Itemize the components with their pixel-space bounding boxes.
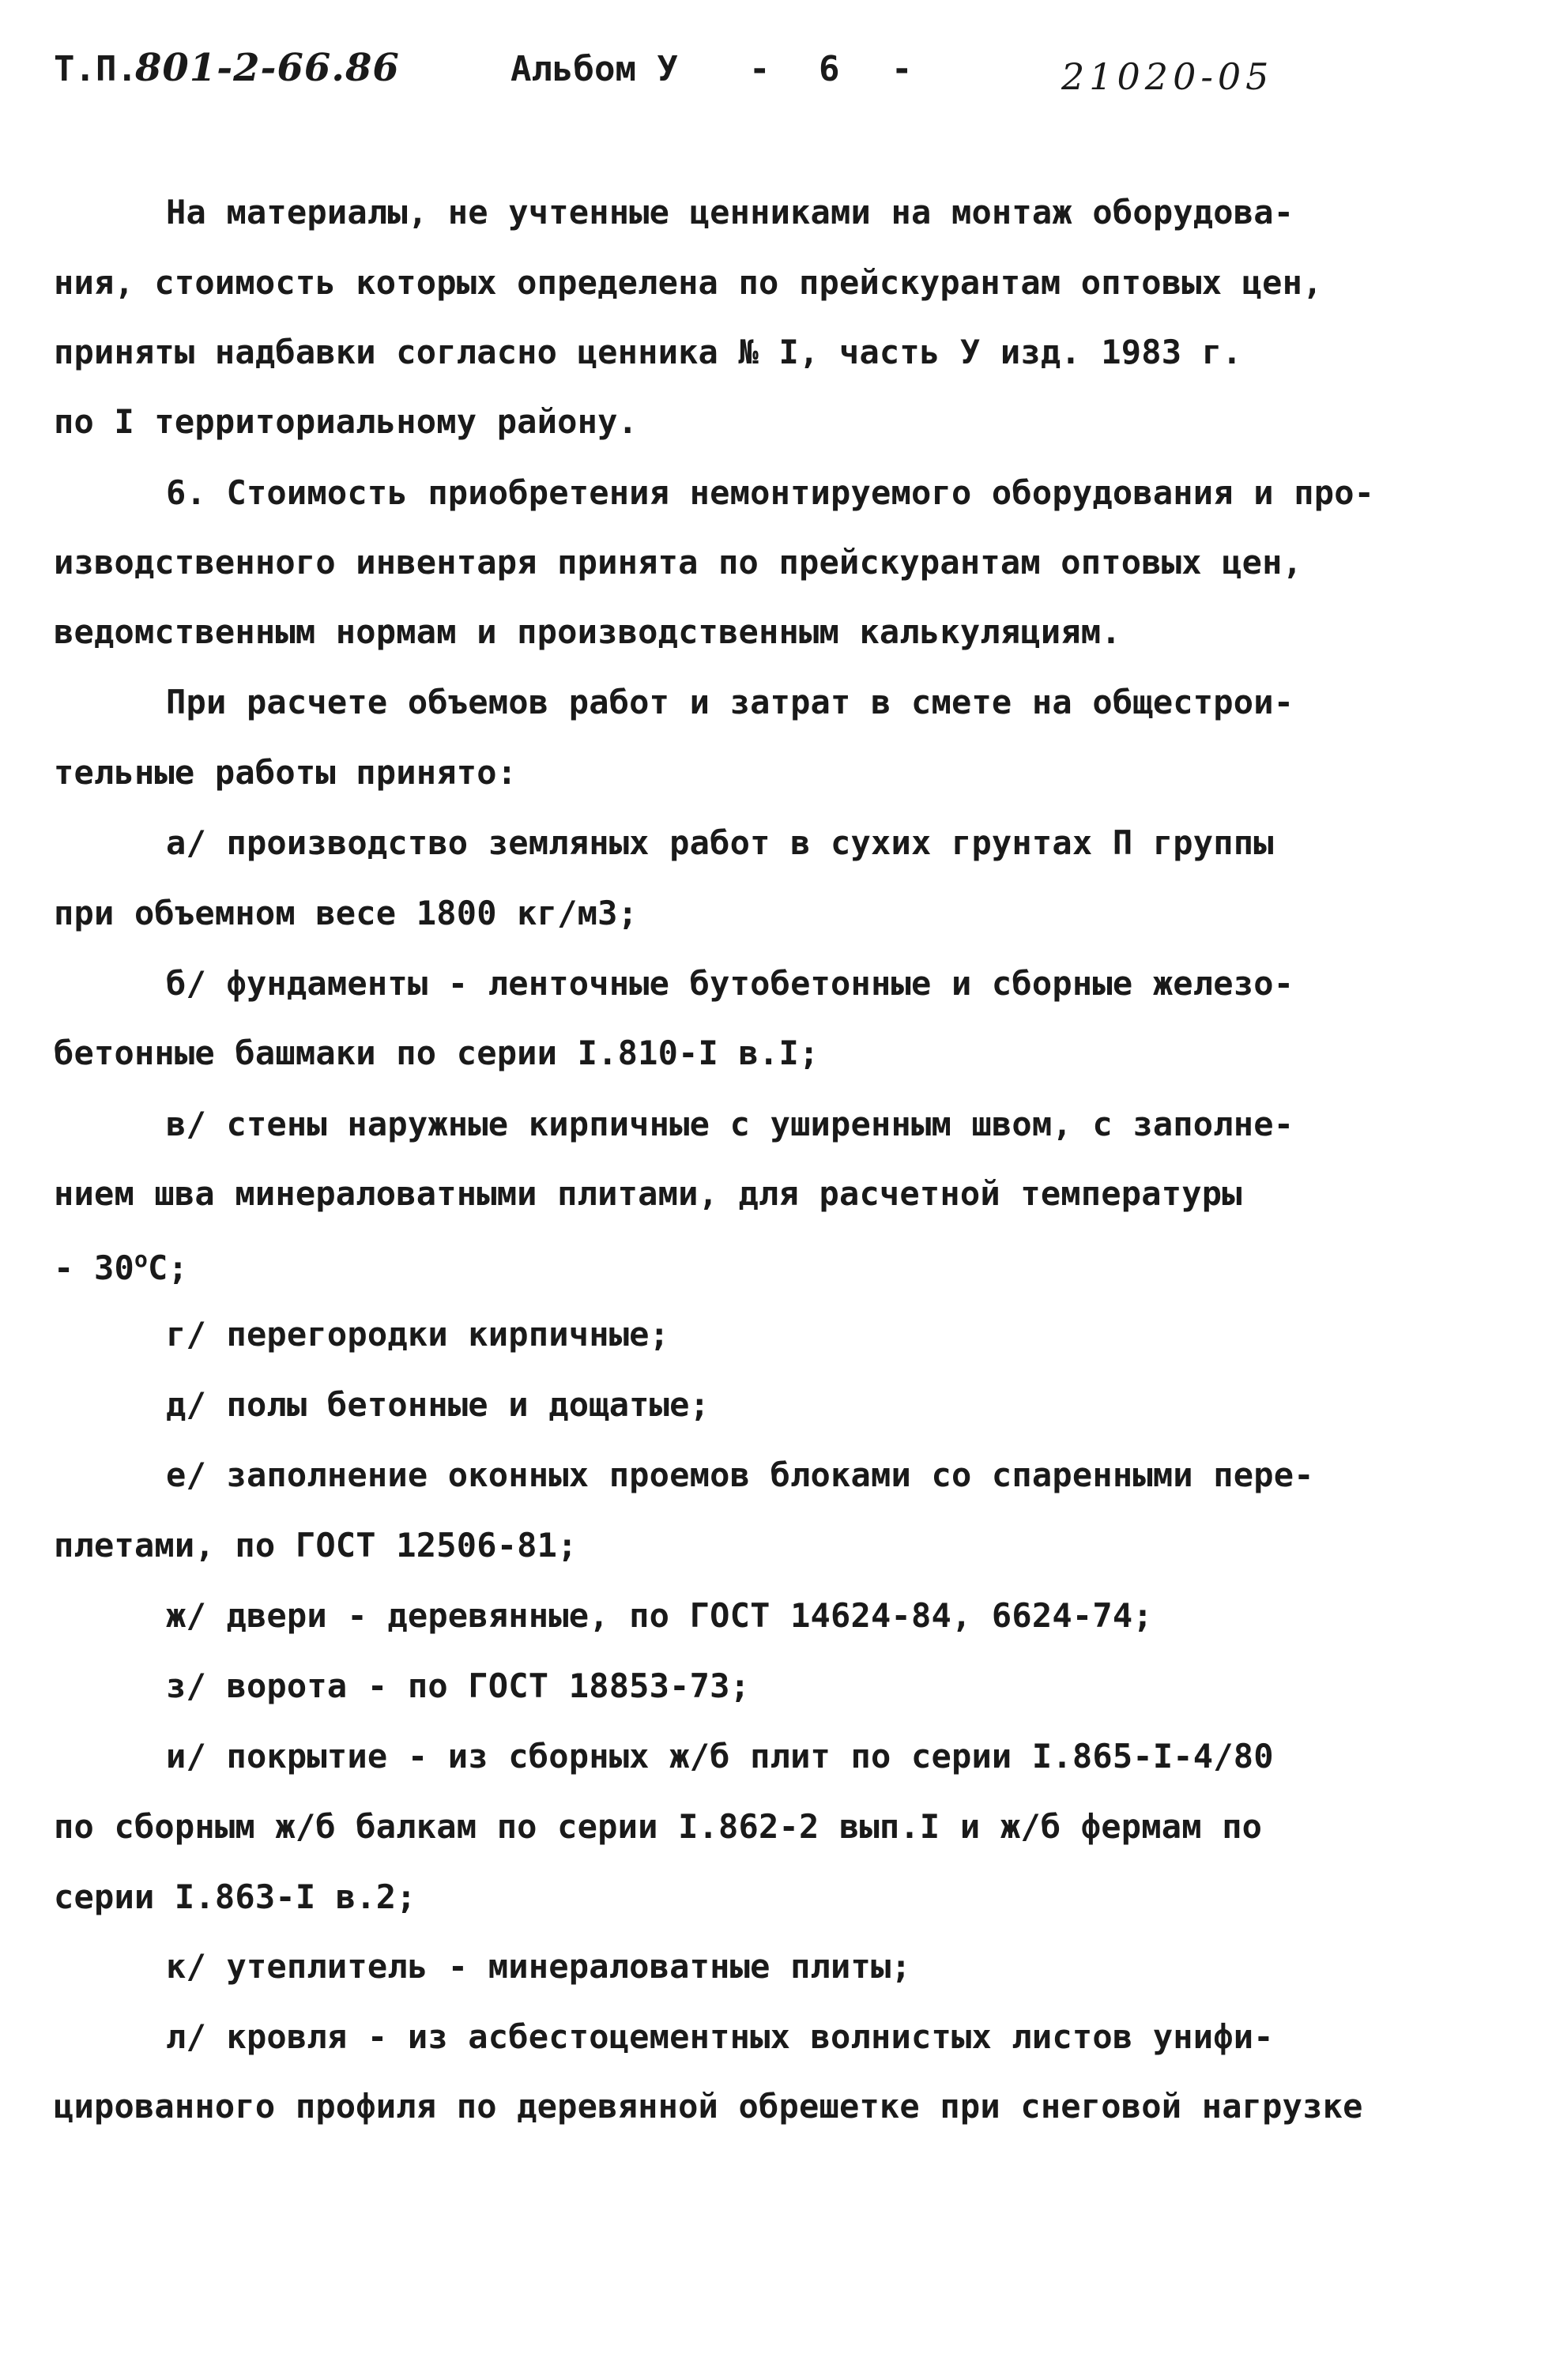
header-album: Альбом У: [511, 49, 678, 89]
text-line: б/ фундаменты - ленточные бутобетонные и сборные железо-: [166, 964, 1294, 1003]
text-line: серии I.863-I в.2;: [54, 1877, 416, 1916]
text-line: нием шва минераловатными плитами, для расчетной температуры: [54, 1174, 1242, 1213]
header-document-code: 21020-05: [1061, 55, 1274, 98]
text-line: приняты надбавки согласно ценника № I, часть У изд. 1983 г.: [54, 333, 1242, 371]
text-line: тельные работы принято:: [54, 753, 518, 792]
text-line: л/ кровля - из асбестоцементных волнистых листов унифи-: [166, 2017, 1274, 2056]
text-line: цированного профиля по деревянной обрешетке при снеговой нагрузке: [54, 2087, 1363, 2126]
text-line: в/ стены наружные кирпичные с уширенным швом, с заполне-: [166, 1105, 1294, 1143]
temperature-value: - 30: [54, 1248, 134, 1287]
text-line: г/ перегородки кирпичные;: [166, 1315, 670, 1354]
text-line: з/ ворота - по ГОСТ 18853-73;: [166, 1666, 751, 1705]
text-line: по I территориальному району.: [54, 402, 639, 441]
header-tp-label: Т.П.: [54, 49, 138, 89]
text-line: изводственного инвентаря принята по прейскурантам оптовых цен,: [54, 543, 1303, 582]
text-line: плетами, по ГОСТ 12506-81;: [54, 1526, 578, 1565]
text-line: На материалы, не учтенные ценниками на монтаж оборудова-: [166, 193, 1294, 232]
header-page-number: 6: [819, 49, 840, 89]
degree-mark: o: [134, 1246, 149, 1272]
text-line: ведомственным нормам и производственным калькуляциям.: [54, 612, 1121, 651]
text-line: е/ заполнение оконных проемов блоками со спаренными пере-: [166, 1455, 1314, 1494]
text-line: ж/ двери - деревянные, по ГОСТ 14624-84, 6624-74;: [166, 1596, 1153, 1635]
text-line: бетонные башмаки по серии I.810-I в.I;: [54, 1034, 819, 1072]
temperature-line: [54, 1248, 188, 1285]
temperature-unit: С;: [148, 1248, 188, 1287]
text-line: к/ утеплитель - минераловатные плиты;: [166, 1947, 911, 1986]
header-dash-left: -: [749, 49, 770, 89]
text-line: по сборным ж/б балкам по серии I.862-2 вып.I и ж/б фермам по: [54, 1807, 1263, 1846]
text-line: и/ покрытие - из сборных ж/б плит по серии I.865-I-4/80: [166, 1737, 1274, 1776]
text-line: д/ полы бетонные и дощатые;: [166, 1385, 710, 1424]
text-line: при объемном весе 1800 кг/м3;: [54, 894, 639, 932]
text-line: 6. Стоимость приобретения немонтируемого оборудования и про-: [166, 473, 1375, 512]
header-project-number: 801-2-66.86: [135, 46, 400, 90]
text-line: При расчете объемов работ и затрат в смете на общестрои-: [166, 683, 1294, 721]
header-dash-right: -: [891, 49, 913, 89]
text-line: а/ производство земляных работ в сухих грунтах П группы: [166, 823, 1274, 862]
text-line: ния, стоимость которых определена по прейскурантам оптовых цен,: [54, 263, 1323, 302]
page-header: [54, 46, 1437, 109]
